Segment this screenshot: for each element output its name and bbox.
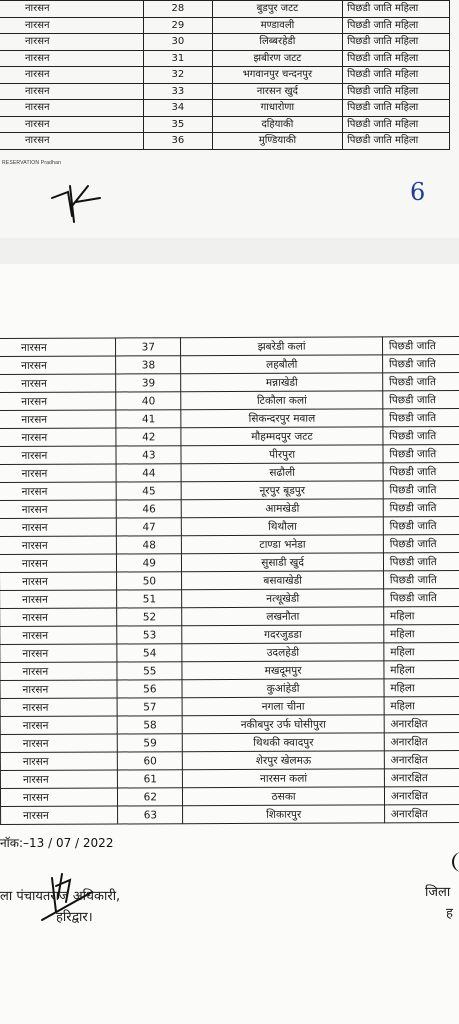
block-cell: नारसन	[0, 572, 117, 591]
block-cell: नारसन	[0, 83, 144, 100]
village-name-cell: टाण्डा भनेडा	[182, 535, 383, 554]
block-cell: नारसन	[0, 34, 144, 51]
serial-number-cell: 47	[117, 518, 182, 536]
reservation-category-cell: पिछडी जाति महिला	[343, 50, 450, 67]
village-name-cell: मौहम्मदपुर जटट	[181, 427, 382, 446]
serial-number-cell: 42	[116, 428, 181, 446]
village-name-cell: नारसन कलां	[183, 769, 384, 788]
serial-number-cell: 30	[144, 34, 213, 51]
village-name-cell: कुआंहेडी	[182, 679, 383, 698]
village-name-cell: दहियाकी	[212, 116, 342, 133]
serial-number-cell: 37	[116, 338, 181, 356]
serial-number-cell: 59	[117, 734, 182, 752]
serial-number-cell: 50	[117, 572, 182, 590]
reservation-category-cell: पिछडी जाति	[383, 498, 459, 516]
reservation-category-cell: पिछडी जाति	[382, 372, 459, 390]
reservation-category-cell: पिछडी जाति	[383, 444, 459, 462]
serial-number-cell: 54	[117, 644, 182, 662]
page-gap	[0, 238, 459, 264]
reservation-category-cell: पिछडी जाति	[382, 336, 459, 354]
serial-number-cell: 48	[117, 536, 182, 554]
signature-mark	[48, 176, 108, 228]
table-row	[0, 660, 459, 680]
block-cell: नारसन	[0, 662, 117, 681]
village-name-cell: सिकन्दरपुर मवाल	[181, 409, 382, 428]
reservation-category-cell: अनारक्षित	[384, 750, 459, 768]
block-cell: नारसन	[0, 17, 144, 34]
table-row	[0, 588, 459, 608]
serial-number-cell: 46	[116, 500, 181, 518]
village-name-cell: थिथकी क्वादपुर	[183, 733, 384, 752]
block-cell: नारसन	[0, 428, 116, 447]
table-row	[0, 133, 450, 150]
village-name-cell: शेरपुर खेलमऊ	[183, 751, 384, 770]
reservation-category-cell: महिला	[384, 696, 459, 714]
date-line: नॉक:–13 / 07 / 2022	[0, 836, 114, 850]
village-name-cell: मुण्डियाकी	[212, 133, 342, 150]
village-name-cell: झबरेडी कलां	[181, 337, 382, 356]
table-row	[0, 67, 450, 84]
village-name-cell: नत्थूखेडी	[182, 589, 383, 608]
document-page-top	[0, 0, 459, 238]
serial-number-cell: 38	[116, 356, 181, 374]
reservation-category-cell: पिछडी जाति	[383, 588, 459, 606]
footer-caption: RESERVATION Pradhan	[2, 160, 62, 166]
village-name-cell: लहबौली	[181, 355, 382, 374]
reservation-category-cell: पिछडी जाति महिला	[343, 17, 450, 34]
table-row	[0, 354, 459, 374]
village-name-cell: नारसन खुर्द	[212, 83, 342, 100]
serial-number-cell: 62	[118, 788, 183, 806]
block-cell: नारसन	[0, 464, 116, 483]
reservation-category-cell: महिला	[384, 678, 459, 696]
table-row	[0, 732, 459, 752]
serial-number-cell: 53	[117, 626, 182, 644]
serial-number-cell: 36	[144, 133, 213, 150]
page-number: 6	[410, 178, 426, 206]
serial-number-cell: 31	[144, 50, 213, 67]
table-row	[0, 534, 459, 554]
serial-number-cell: 52	[117, 608, 182, 626]
village-name-cell: थिथौला	[182, 517, 383, 536]
serial-number-cell: 58	[117, 716, 182, 734]
serial-number-cell: 56	[117, 680, 182, 698]
block-cell: नारसन	[0, 50, 144, 67]
village-name-cell: गदरजुडडा	[182, 625, 383, 644]
table-row	[0, 408, 459, 428]
village-name-cell: मखदूमपुर	[182, 661, 383, 680]
table-row	[0, 17, 450, 34]
village-name-cell: बुडपुर जटट	[212, 1, 342, 18]
table-row	[0, 678, 459, 698]
serial-number-cell: 61	[118, 770, 183, 788]
table-row	[0, 100, 450, 117]
serial-number-cell: 33	[144, 83, 213, 100]
village-name-cell: नूरपुर बूडपुर	[182, 481, 383, 500]
block-cell: नारसन	[0, 554, 117, 573]
reservation-category-cell: पिछडी जाति महिला	[343, 83, 450, 100]
village-name-cell: ठसका	[183, 787, 384, 806]
reservation-category-cell: अनारक्षित	[384, 804, 459, 822]
table-row	[0, 570, 459, 590]
block-cell: नारसन	[0, 626, 117, 645]
serial-number-cell: 49	[117, 554, 182, 572]
officer-location-left: हरिद्वार।	[56, 910, 93, 925]
table-row	[0, 390, 459, 410]
block-cell: नारसन	[0, 680, 117, 699]
table-row	[0, 462, 459, 482]
table-row	[0, 1, 450, 18]
reservation-table-top	[0, 0, 450, 150]
reservation-category-cell: पिछडी जाति	[383, 516, 459, 534]
serial-number-cell: 57	[117, 698, 182, 716]
reservation-category-cell: अनारक्षित	[384, 786, 459, 804]
reservation-category-cell: महिला	[384, 642, 459, 660]
reservation-category-cell: महिला	[383, 606, 459, 624]
block-cell: नारसन	[0, 716, 117, 735]
block-cell: नारसन	[0, 67, 144, 84]
block-cell: नारसन	[0, 788, 117, 807]
village-name-cell: उदलहेडी	[182, 643, 383, 662]
officer-title-left: ला पंचायतराज अधिकारी,	[0, 889, 121, 904]
village-name-cell: टिकौला कलां	[181, 391, 382, 410]
village-name-cell: मन्नाखेडी	[181, 373, 382, 392]
village-name-cell: भगवानपुर चन्दनपुर	[212, 67, 342, 84]
reservation-category-cell: पिछडी जाति महिला	[343, 34, 450, 51]
block-cell: नारसन	[0, 590, 117, 609]
table-row	[0, 768, 459, 788]
table-row	[1, 804, 459, 824]
table-body	[0, 1, 450, 150]
reservation-table-main	[0, 336, 459, 825]
serial-number-cell: 63	[118, 806, 183, 824]
table-row	[0, 606, 459, 626]
reservation-category-cell: महिला	[384, 660, 459, 678]
block-cell: नारसन	[0, 644, 117, 663]
block-cell: नारसन	[0, 698, 117, 717]
block-cell: नारसन	[0, 1, 144, 18]
block-cell: नारसन	[0, 446, 116, 465]
reservation-category-cell: पिछडी जाति	[383, 462, 459, 480]
serial-number-cell: 51	[117, 590, 182, 608]
table-row	[0, 426, 459, 446]
table-row	[0, 480, 459, 500]
reservation-category-cell: महिला	[384, 624, 459, 642]
reservation-category-cell: पिछडी जाति महिला	[343, 100, 450, 117]
reservation-category-cell: पिछडी जाति	[383, 534, 459, 552]
table-row	[0, 786, 459, 806]
table-body	[0, 336, 459, 824]
serial-number-cell: 28	[144, 1, 213, 18]
village-name-cell: झबीरण जटट	[212, 50, 342, 67]
block-cell: नारसन	[0, 482, 116, 501]
table-row	[0, 116, 450, 133]
reservation-category-cell: पिछडी जाति	[383, 426, 459, 444]
village-name-cell: लखनौता	[182, 607, 383, 626]
officer-location-right: ह	[446, 906, 453, 921]
block-cell: नारसन	[0, 133, 144, 150]
table-row	[0, 83, 450, 100]
table-row	[0, 624, 459, 644]
reservation-category-cell: पिछडी जाति	[383, 552, 459, 570]
table-row	[0, 336, 459, 356]
serial-number-cell: 41	[116, 410, 181, 428]
block-cell: नारसन	[0, 518, 117, 537]
reservation-category-cell: पिछडी जाति	[383, 480, 459, 498]
village-name-cell: नगला चीना	[182, 697, 383, 716]
reservation-category-cell: पिछडी जाति	[382, 354, 459, 372]
serial-number-cell: 32	[144, 67, 213, 84]
village-name-cell: मण्डावली	[212, 17, 342, 34]
village-name-cell: नकीबपुर उर्फ घोसीपुरा	[183, 715, 384, 734]
table-row	[0, 750, 459, 770]
block-cell: नारसन	[0, 536, 117, 555]
block-cell: नारसन	[0, 356, 116, 375]
serial-number-cell: 35	[144, 116, 213, 133]
block-cell: नारसन	[0, 608, 117, 627]
serial-number-cell: 45	[116, 482, 181, 500]
table-row	[0, 34, 450, 51]
reservation-category-cell: पिछडी जाति महिला	[343, 133, 450, 150]
village-name-cell: लिब्बरहेडी	[212, 34, 342, 51]
block-cell: नारसन	[0, 734, 117, 753]
block-cell: नारसन	[0, 752, 117, 771]
serial-number-cell: 55	[117, 662, 182, 680]
reservation-category-cell: अनारक्षित	[384, 768, 459, 786]
block-cell: नारसन	[0, 338, 116, 357]
block-cell: नारसन	[1, 806, 118, 825]
block-cell: नारसन	[0, 392, 116, 411]
village-name-cell: सढौली	[181, 463, 382, 482]
table-row	[0, 552, 459, 572]
reservation-category-cell: पिछडी जाति महिला	[343, 1, 450, 18]
serial-number-cell: 34	[144, 100, 213, 117]
reservation-category-cell: पिछडी जाति	[383, 570, 459, 588]
table-row	[0, 444, 459, 464]
serial-number-cell: 60	[118, 752, 183, 770]
table-row	[0, 372, 459, 392]
village-name-cell: गाधारोणा	[212, 100, 342, 117]
table-row	[0, 642, 459, 662]
table-row	[0, 714, 459, 734]
block-cell: नारसन	[0, 410, 116, 429]
village-name-cell: शिकारपुर	[183, 805, 384, 824]
reservation-category-cell: पिछडी जाति महिला	[343, 67, 450, 84]
reservation-category-cell: पिछडी जाति	[383, 408, 459, 426]
table-row	[0, 498, 459, 518]
serial-number-cell: 29	[144, 17, 213, 34]
reservation-category-cell: अनारक्षित	[384, 732, 459, 750]
serial-number-cell: 40	[116, 392, 181, 410]
village-name-cell: बसवाखेडी	[182, 571, 383, 590]
reservation-category-cell: पिछडी जाति महिला	[343, 116, 450, 133]
serial-number-cell: 39	[116, 374, 181, 392]
block-cell: नारसन	[0, 500, 117, 519]
table-row	[0, 50, 450, 67]
block-cell: नारसन	[0, 116, 144, 133]
block-cell: नारसन	[0, 374, 116, 393]
table-row	[0, 696, 459, 716]
table-row	[0, 516, 459, 536]
serial-number-cell: 43	[116, 446, 181, 464]
village-name-cell: आमखेडी	[182, 499, 383, 518]
reservation-category-cell: अनारक्षित	[384, 714, 459, 732]
village-name-cell: पीरपुरा	[181, 445, 382, 464]
block-cell: नारसन	[0, 770, 117, 789]
block-cell: नारसन	[0, 100, 144, 117]
village-name-cell: सुसाडी खुर्द	[182, 553, 383, 572]
reservation-category-cell: पिछडी जाति	[383, 390, 459, 408]
officer-title-right: जिला	[425, 885, 451, 900]
serial-number-cell: 44	[116, 464, 181, 482]
